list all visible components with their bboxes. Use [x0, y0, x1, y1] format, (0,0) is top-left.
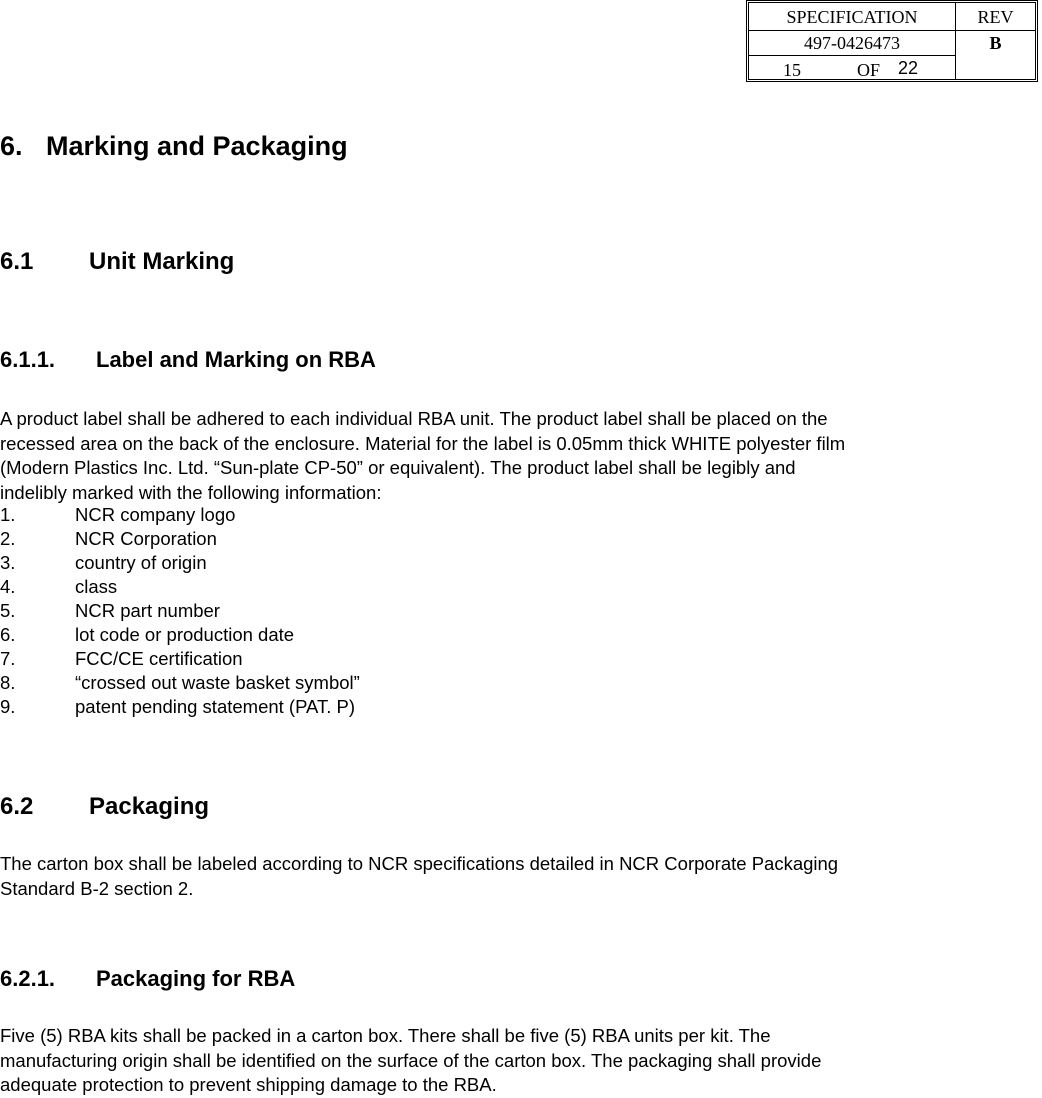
list-item-number: 1. — [0, 504, 16, 525]
paragraph-line: (Modern Plastics Inc. Ltd. “Sun-plate CP-50” or equivalent). The product label shall be legibly and — [0, 457, 796, 478]
list-item — [0, 503, 360, 527]
list-item — [0, 527, 360, 551]
list-item-text: NCR part number — [75, 600, 220, 621]
list-item-number: 6. — [0, 624, 16, 645]
list-item-number: 3. — [0, 552, 16, 573]
list-item-number: 4. — [0, 576, 16, 597]
list-item-number: 7. — [0, 648, 16, 669]
list-item-number: 9. — [0, 696, 16, 717]
section-6-1-heading — [0, 248, 234, 276]
page-current: 15 — [783, 60, 801, 80]
section-6-2-1-heading — [0, 966, 295, 992]
list-item-text: “crossed out waste basket symbol” — [75, 672, 360, 693]
list-item-number: 8. — [0, 672, 16, 693]
section-title: Packaging — [89, 793, 210, 820]
section-title: Packaging for RBA — [96, 966, 296, 991]
marking-list — [0, 503, 360, 719]
paragraph-line: adequate protection to prevent shipping damage to the RBA. — [0, 1074, 497, 1095]
list-item — [0, 599, 360, 623]
list-item-text: country of origin — [75, 552, 207, 573]
section-title: Unit Marking — [89, 248, 235, 275]
table-divider-horizontal — [749, 30, 1035, 31]
paragraph-line: recessed area on the back of the enclosure. Material for the label is 0.05mm thick WHITE polyester film — [0, 432, 846, 454]
table-divider-horizontal-lower — [749, 55, 955, 56]
section-number: 6.2 — [0, 793, 34, 820]
label-paragraph — [0, 407, 1000, 505]
paragraph-line: Standard B-2 section 2. — [0, 877, 194, 899]
section-6-heading — [0, 131, 348, 162]
list-item — [0, 551, 360, 575]
spec-label: SPECIFICATION — [786, 7, 918, 27]
packaging-paragraph — [0, 852, 1000, 901]
paragraph-line: A product label shall be adhered to each individual RBA unit. The product label shall be placed on the — [0, 408, 828, 429]
list-item-text: NCR company logo — [75, 504, 236, 525]
paragraph-line: The carton box shall be labeled according to NCR specifications detailed in NCR Corporate Packaging — [0, 853, 839, 874]
list-item — [0, 623, 360, 647]
section-6-1-1-heading — [0, 347, 376, 373]
list-item-number: 5. — [0, 600, 16, 621]
list-item — [0, 695, 360, 719]
list-item — [0, 575, 360, 599]
rba-packaging-paragraph — [0, 1024, 1000, 1098]
list-item-text: patent pending statement (PAT. P) — [75, 696, 356, 717]
spec-number: 497-0426473 — [804, 33, 900, 53]
list-item-number: 2. — [0, 528, 16, 549]
section-title: Label and Marking on RBA — [96, 347, 376, 372]
list-item — [0, 647, 360, 671]
section-title: Marking and Packaging — [46, 131, 348, 161]
paragraph-line: indelibly marked with the following information: — [0, 481, 382, 503]
list-item — [0, 671, 360, 695]
section-number: 6.1 — [0, 248, 34, 275]
list-item-text: FCC/CE certification — [75, 648, 243, 669]
list-item-text: lot code or production date — [75, 624, 295, 645]
rev-value: B — [989, 33, 1002, 53]
section-number: 6.2.1. — [0, 966, 56, 991]
page-total: 22 — [898, 58, 919, 78]
list-item-text: class — [75, 576, 118, 597]
paragraph-line: Five (5) RBA kits shall be packed in a carton box. There shall be five (5) RBA units per kit. The — [0, 1025, 771, 1046]
rev-label: REV — [977, 7, 1014, 27]
page-of-label: OF — [857, 60, 881, 80]
section-number: 6.1.1. — [0, 347, 56, 372]
section-number: 6. — [0, 131, 23, 161]
paragraph-line: manufacturing origin shall be identified on the surface of the carton box. The packaging shall provide — [0, 1049, 822, 1071]
list-item-text: NCR Corporation — [75, 528, 217, 549]
section-6-2-heading — [0, 793, 209, 821]
spec-header-table — [746, 0, 1038, 82]
